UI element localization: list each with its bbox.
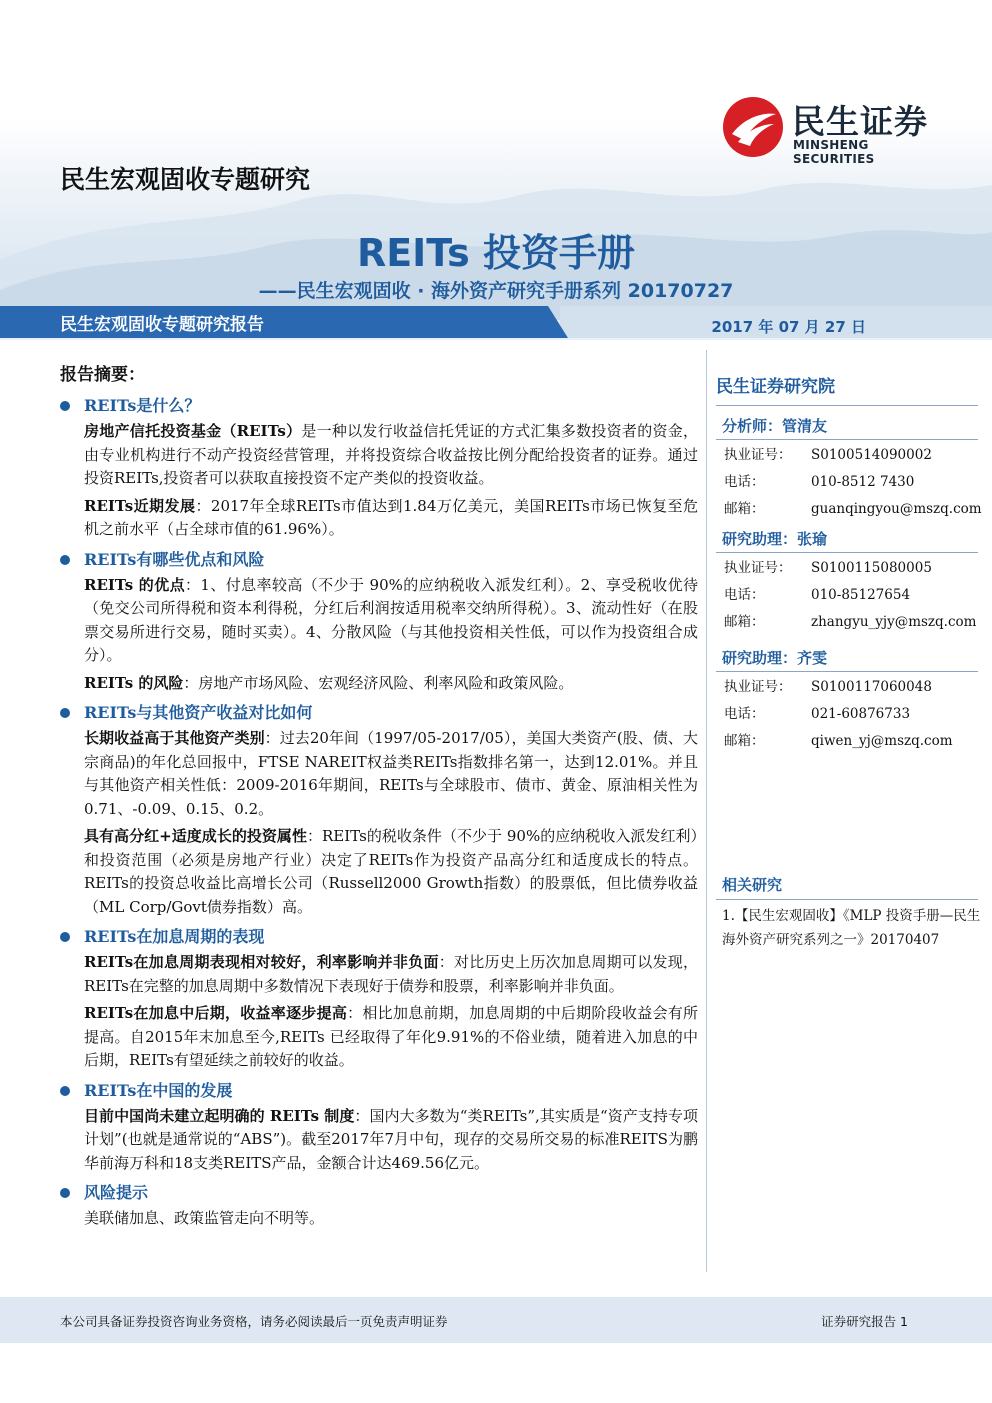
footer-page-number: 证券研究报告 1: [821, 1314, 908, 1329]
assistant-title: 研究助理：张瑜: [716, 525, 978, 553]
institute-name: 民生证券研究院: [716, 368, 978, 406]
info-key: 电话：: [724, 587, 765, 603]
assistant-block: [716, 525, 978, 636]
logo-text-cn: 民生证券: [792, 102, 928, 141]
info-row: [716, 582, 978, 609]
column-divider: [706, 350, 707, 1272]
info-value: 010-8512 7430: [811, 474, 915, 490]
related-research-heading: 相关研究: [716, 870, 978, 900]
paragraph-lead: 长期收益高于其他资产类别: [84, 729, 265, 747]
main-title: REITs 投资手册: [356, 231, 636, 275]
paragraph-text: ：REITs的税收条件（不少于 90%的应纳税收入派发红利）和投资范围（必须是房地产行业）决定了REITs作为投资产品高分红和适度成长的特点。REITs的投资总收益比高增长公司（Russell2000 Growth指数）的股票低，但比债券收益（ML Corp/Govt债券指数）高。: [84, 827, 698, 916]
paragraph-text: ：1、付息率较高（不少于 90%的应纳税收入派发红利）。2、享受税收优待（免交公司所得税和资本利得税，分红后利润按适用税率交纳所得税）。3、流动性好（在股票交易所进行交易，随时买卖）。4、分散风险（与其他投资相关性低，可以作为投资组合成分）。: [84, 575, 698, 664]
section-title: [60, 1077, 702, 1105]
paragraph: [84, 420, 698, 491]
bullet-icon: [60, 708, 70, 718]
paragraph-text: ：2017年全球REITs市值达到1.84万亿美元，美国REITs市场已恢复至危机之前水平（占全球市值的61.96%）。: [84, 496, 698, 538]
paragraph-text: ：相比加息前期，加息周期的中后期阶段收益会有所提高。自2015年末加息至今,REITs 已经取得了年化9.91%的不俗业绩，随着进入加息的中后期，REITs有望延续之前较好的收益。: [84, 1004, 698, 1069]
assistant-block: [716, 644, 978, 755]
info-row: [716, 496, 982, 523]
bullet-icon: [60, 401, 70, 411]
paragraph-lead: 房地产信托投资基金（REITs）: [84, 422, 302, 440]
info-key: 执业证号：: [724, 560, 792, 576]
section-china-development: [60, 1077, 702, 1176]
section-what-is-reits: [60, 392, 702, 542]
info-row: [716, 469, 978, 496]
paragraph-lead: 具有高分红+适度成长的投资属性: [84, 827, 307, 845]
info-value: 021-60876733: [811, 706, 911, 722]
section-title-text: REITs是什么？: [84, 396, 201, 415]
related-research-item[interactable]: 1.【民生宏观固收】《MLP 投资手册—民生海外资产研究系列之一》20170407: [722, 908, 981, 948]
section-title-text: REITs有哪些优点和风险: [84, 549, 265, 569]
paragraph-lead: REITs 的风险: [84, 673, 184, 692]
section-pros-and-risks: [60, 546, 702, 696]
info-row: [716, 555, 978, 582]
assistant-title: 研究助理：齐雯: [716, 644, 978, 672]
info-key: 执业证号：: [724, 447, 792, 463]
paragraph: [84, 672, 698, 696]
minsheng-logo: [722, 92, 952, 166]
info-value: S0100117060048: [811, 679, 932, 695]
info-row: [716, 609, 978, 636]
footer-disclaimer: 本公司具备证券投资咨询业务资格，请务必阅读最后一页免责声明证券: [60, 1314, 448, 1329]
section-return-comparison: [60, 699, 702, 919]
email-link[interactable]: zhangyu_yjy@mszq.com: [811, 614, 977, 630]
info-row: [716, 674, 978, 701]
bullet-icon: [60, 1086, 70, 1096]
bullet-icon: [60, 1188, 70, 1198]
email-link[interactable]: qiwen_yj@mszq.com: [811, 733, 953, 749]
paragraph-text: ：房地产市场风险、宏观经济风险、利率风险和政策风险。: [183, 673, 574, 692]
paragraph: [84, 1105, 698, 1176]
info-value: 010-85127654: [811, 587, 911, 603]
email-link[interactable]: guanqingyou@mszq.com: [811, 501, 982, 517]
section-title: [60, 1179, 702, 1207]
paragraph-text: 美联储加息、政策监管走向不明等。: [84, 1209, 325, 1227]
paragraph: [84, 1207, 698, 1231]
bullet-icon: [60, 555, 70, 565]
paragraph: [84, 495, 698, 542]
bullet-icon: [60, 932, 70, 942]
info-key: 执业证号：: [724, 679, 792, 695]
section-title-text: REITs与其他资产收益对比如何: [84, 703, 313, 722]
info-row: [716, 728, 978, 755]
info-value: S0100115080005: [811, 560, 932, 576]
section-title: [60, 923, 702, 951]
paragraph-lead: REITs近期发展: [84, 496, 196, 515]
section-title: [60, 392, 702, 420]
paragraph-text: ：过去20年间（1997/05-2017/05），美国大类资产(股、债、大宗商品)的年化总回报中，FTSE NAREIT权益类REITs指数排名第一，达到12.01%。并且与其他资产相关性低：2009-2016年期间，REITs与全球股市、债市、黄金、原油相关性为0.71、-0.09、0.15、0.2。: [84, 729, 698, 818]
paragraph: [84, 825, 698, 919]
info-value: S0100514090002: [811, 447, 932, 463]
paragraph-lead: REITs在加息中后期，收益率逐步提高: [84, 1004, 348, 1022]
logo-mark-icon: [722, 96, 784, 158]
paragraph: [84, 574, 698, 668]
paragraph-lead: REITs 的优点: [84, 575, 185, 594]
report-type-bar: [0, 306, 992, 338]
paragraph-text: ：对比历史上历次加息周期可以发现，REITs在完整的加息周期中多数情况下表现好于债券和股票，利率影响并非负面。: [84, 953, 698, 995]
info-key: 邮箱：: [724, 501, 765, 517]
info-row: [716, 442, 978, 469]
sub-title: ——民生宏观固收 · 海外资产研究手册系列 20170727: [258, 280, 734, 302]
info-key: 电话：: [724, 706, 765, 722]
section-title: [60, 546, 702, 574]
paragraph-lead: 目前中国尚未建立起明确的 REITs 制度: [84, 1106, 355, 1125]
spacer: [716, 636, 978, 642]
paragraph: [84, 727, 698, 821]
section-title-text: 风险提示: [84, 1183, 149, 1202]
summary-heading: 报告摘要：: [60, 365, 145, 385]
paragraph: [84, 951, 698, 998]
report-date: 2017 年 07 月 27 日: [711, 318, 866, 336]
info-key: 电话：: [724, 474, 765, 490]
report-type-label: 民生宏观固收专题研究报告: [60, 315, 264, 335]
section-rate-hike-cycle: [60, 923, 702, 1073]
sidebar: [716, 368, 982, 755]
section-title: [60, 699, 702, 727]
section-title-text: REITs在加息周期的表现: [84, 927, 265, 946]
page-footer: [0, 1297, 992, 1343]
section-risk-warning: [60, 1179, 702, 1231]
section-title-text: REITs在中国的发展: [84, 1080, 233, 1100]
paragraph-text: ：国内大多数为“类REITs”,其实质是“资产支持专项计划”(也就是通常说的“ABS”)。截至2017年7月中旬，现存的交易所交易的标准REITS为鹏华前海万科和18支类REITS产品，金额合计达469.56亿元。: [84, 1106, 699, 1172]
paragraph: [84, 1002, 698, 1073]
logo-text-en: MINSHENG SECURITIES: [793, 138, 875, 166]
info-row: [716, 701, 978, 728]
info-key: 邮箱：: [724, 733, 765, 749]
series-title: 民生宏观固收专题研究: [60, 165, 311, 194]
paragraph-lead: REITs在加息周期表现相对较好，利率影响并非负面: [84, 953, 439, 971]
info-key: 邮箱：: [724, 614, 765, 630]
analyst-block: [716, 412, 982, 523]
analyst-title: 分析师：管清友: [716, 412, 978, 440]
report-header: [0, 0, 992, 340]
paragraph-text: 是一种以发行收益信托凭证的方式汇集多数投资者的资金，由专业机构进行不动产投资经营管理，并将投资综合收益按比例分配给投资者的证券。通过投资REITs,投资者可以获取直接投资不定产类似的投资收益。: [84, 422, 698, 487]
summary-body: [60, 392, 702, 1235]
